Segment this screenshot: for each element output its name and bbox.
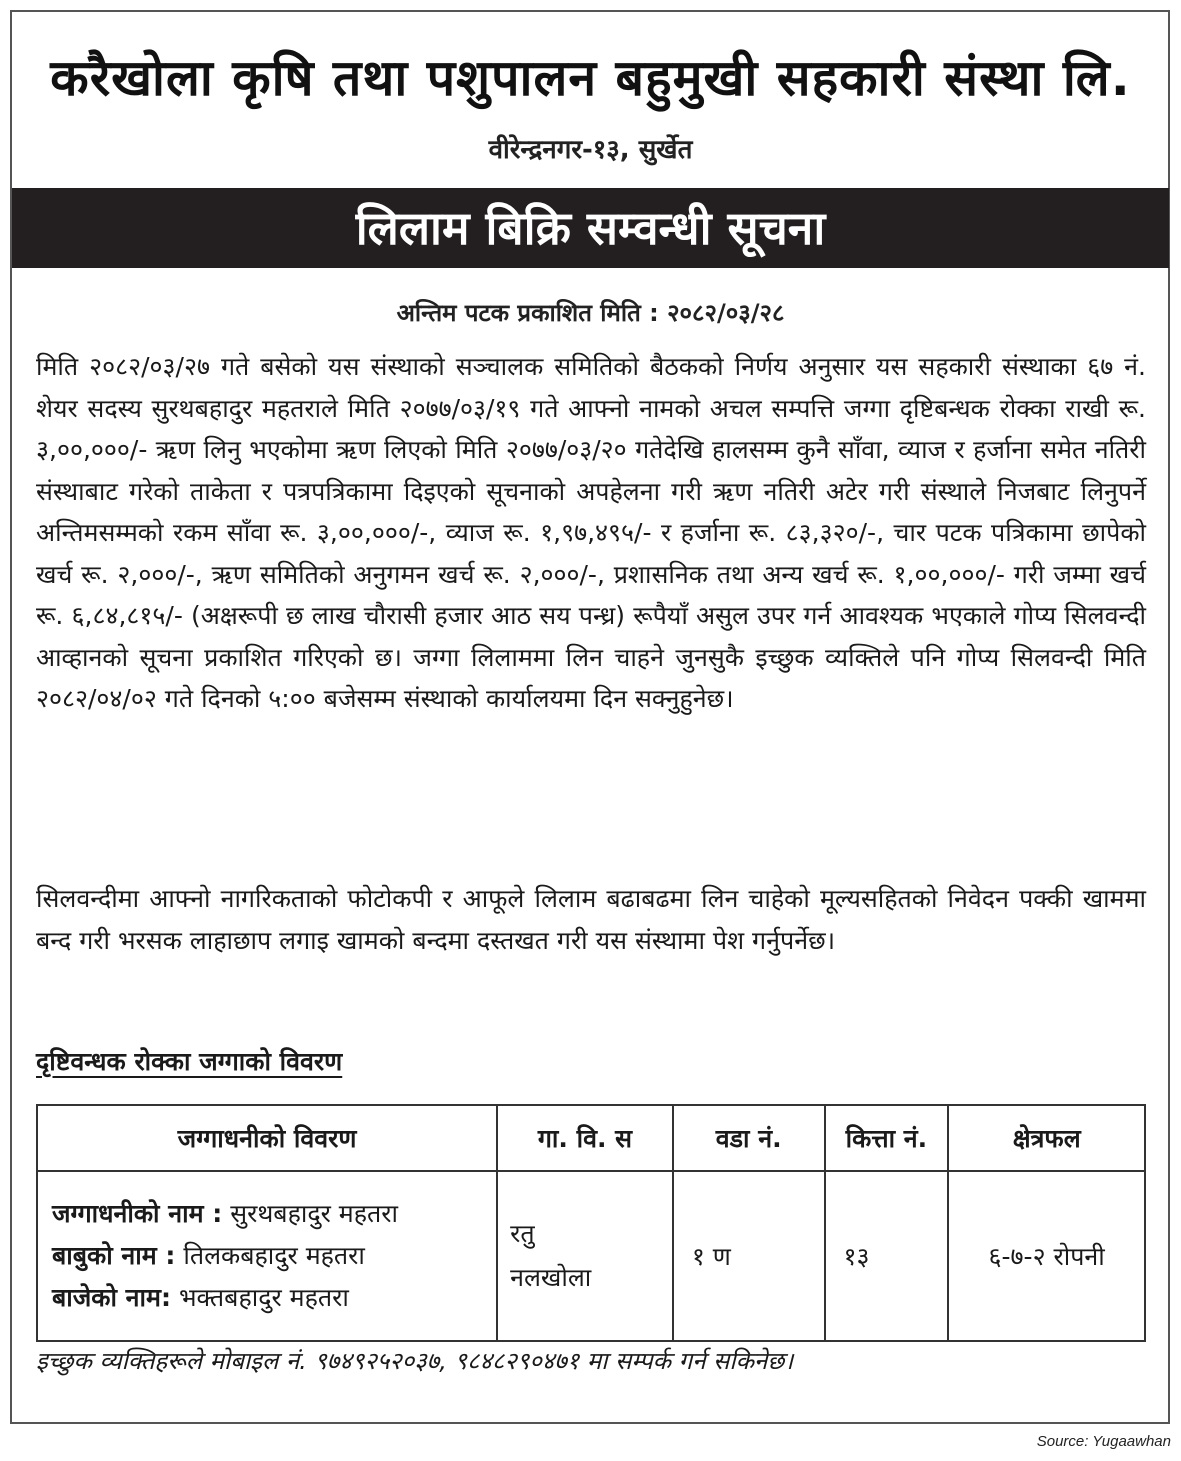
publish-label: अन्तिम पटक प्रकाशित मिति : <box>396 299 659 327</box>
col-header-kitta: कित्ता नं. <box>825 1105 949 1171</box>
col-header-ward: वडा नं. <box>673 1105 825 1171</box>
kitta-cell: १३ <box>825 1171 949 1341</box>
father-name-line <box>52 1235 482 1277</box>
contact-note: इच्छुक व्यक्तिहरूले मोबाइल नं. ९७४९२५२०३७, ९८४८२९०४७१ मा सम्पर्क गर्न सकिनेछ। <box>36 1347 794 1375</box>
vdc-line-1: रतु <box>510 1219 535 1248</box>
organization-name: करैखोला कृषि तथा पशुपालन बहुमुखी सहकारी संस्था लि. <box>50 49 1131 107</box>
owner-details-cell <box>37 1171 497 1341</box>
organization-address: वीरेन्द्रनगर-१३, सुर्खेत <box>488 135 693 165</box>
notice-paragraph-1: मिति २०८२/०३/२७ गते बसेको यस संस्थाको सञ्चालक समितिको बैठकको निर्णय अनुसार यस सहकारी संस्थाका ६७ नं. शेयर सदस्य सुरथबहादुर महतराले मिति २०७७/०३/१९ गते आफ्नो नामको अचल सम्पत्ति जग्गा दृष्टिबन्धक रोक्का राखी रू. ३,००,०००/- ऋण लिनु भएकोमा ऋण लिएको मिति २०७७/०३/२० गतेदेखि हालसम्म कुनै साँवा, व्याज र हर्जाना समेत नतिरी संस्थाबाट गरेको ताकेता र पत्रपत्रिकामा दिइएको सूचनाको अपहेलना गरी ऋण नतिरी अटेर गरी संस्थाले निजबाट लिनुपर्ने अन्तिमसम्मको रकम साँवा रू. ३,००,०००/-, व्याज रू. १,९७,४९५/- र हर्जाना रू. ८३,३२०/-, चार पटक पत्रिकामा छापेको खर्च रू. २,०००/-, ऋण समितिको अनुगमन खर्च रू. २,०००/-, प्रशासनिक तथा अन्य खर्च रू. १,००,०००/- गरी जम्मा खर्च रू. ६,८४,८१५/- (अक्षरूपी छ लाख चौरासी हजार आठ सय पन्ध्र) रूपैयाँ असुल उपर गर्न आवश्यक भएकाले गोप्य सिलवन्दी आव्हानको सूचना प्रकाशित गरिएको छ। जग्गा लिलाममा लिन चाहने जुनसुकै इच्छुक व्यक्तिले पनि गोप्य सिलवन्दी मिति २०८२/०४/०२ गते दिनको ५:०० बजेसम्म संस्थाको कार्यालयमा दिन सक्नुहुनेछ। <box>36 352 1146 713</box>
notice-paragraph-2: सिलवन्दीमा आफ्नो नागरिकताको फोटोकपी र आफूले लिलाम बढाबढमा लिन चाहेको मूल्यसहितको निवेदन पक्की खाममा बन्द गरी भरसक लाहाछाप लगाइ खामको बन्दमा दस्तखत गरी यस संस्थामा पेश गर्नुपर्नेछ। <box>36 884 1146 955</box>
publish-date: २०८२/०३/२८ <box>667 299 785 327</box>
grandfather-name-label: बाजेको नाम: <box>52 1283 171 1312</box>
grandfather-name-line <box>52 1277 482 1319</box>
owner-name-line <box>52 1193 482 1235</box>
vdc-line-2: नलखोला <box>510 1263 592 1292</box>
father-name: तिलकबहादुर महतरा <box>183 1241 365 1270</box>
col-header-owner-details: जग्गाधनीको विवरण <box>37 1105 497 1171</box>
land-details-heading: दृष्टिवन्धक रोक्का जग्गाको विवरण <box>36 1047 343 1076</box>
table-row <box>37 1171 1145 1341</box>
father-name-label: बाबुको नाम : <box>52 1241 176 1270</box>
owner-name-label: जग्गाधनीको नाम : <box>52 1199 223 1228</box>
source-credit: Source: Yugaawhan <box>1036 1433 1171 1450</box>
vdc-cell <box>497 1171 673 1341</box>
grandfather-name: भक्तबहादुर महतरा <box>178 1283 349 1312</box>
land-details-table <box>36 1104 1146 1342</box>
table-header-row <box>37 1105 1145 1171</box>
notice-title-banner: लिलाम बिक्रि सम्वन्धी सूचना <box>12 188 1169 268</box>
col-header-area: क्षेत्रफल <box>948 1105 1145 1171</box>
col-header-vdc: गा. वि. स <box>497 1105 673 1171</box>
ward-cell: १ ण <box>673 1171 825 1341</box>
last-published-date <box>0 296 1181 329</box>
owner-name: सुरथबहादुर महतरा <box>230 1199 398 1228</box>
area-cell: ६-७-२ रोपनी <box>948 1171 1145 1341</box>
